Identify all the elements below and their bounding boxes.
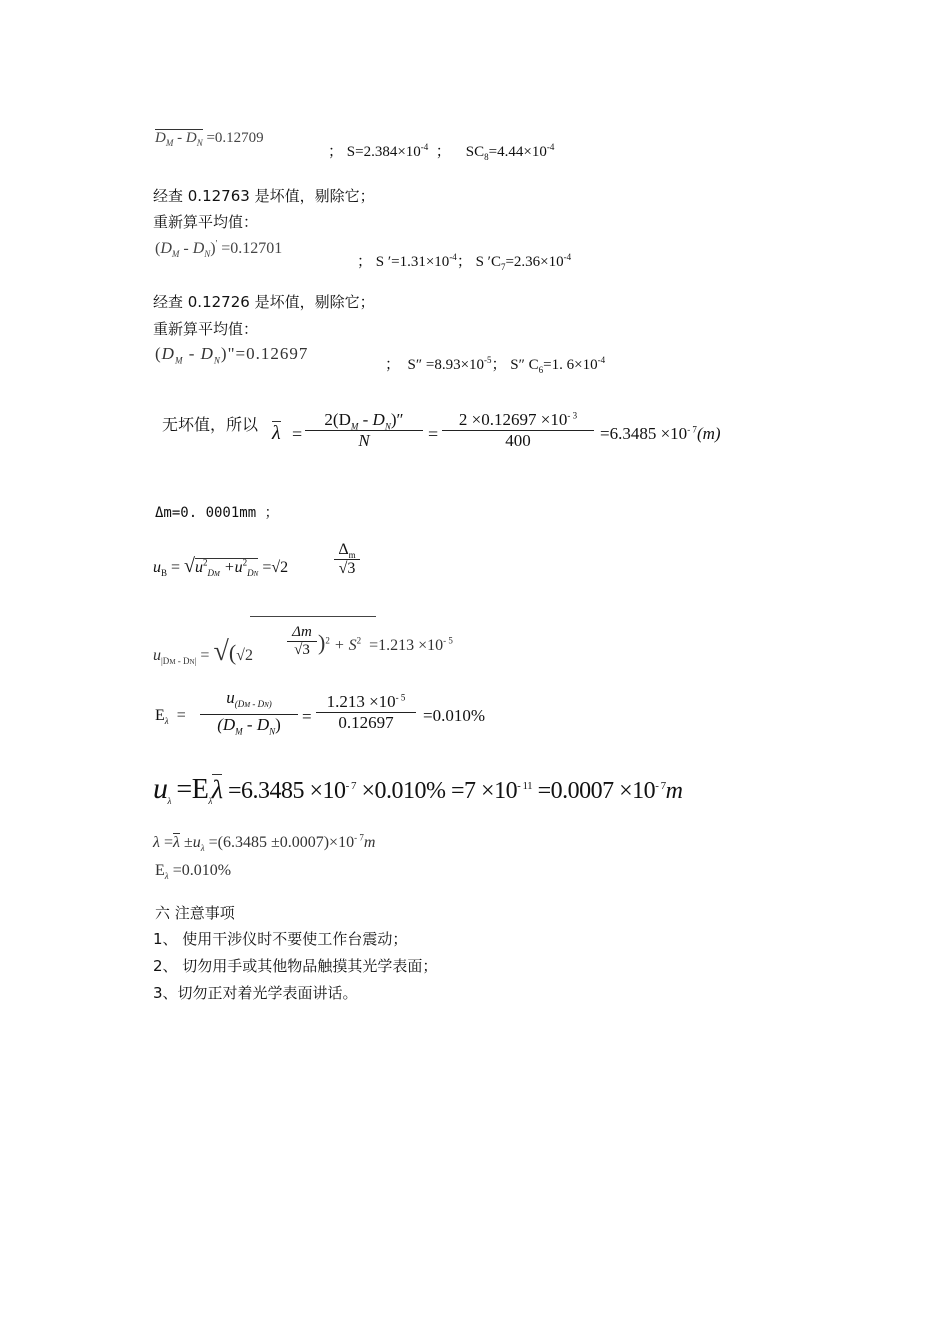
notes-item-1: 1、 使用干涉仪时不要使工作台震动； bbox=[153, 930, 408, 948]
notes-item-3: 3、切勿正对着光学表面讲话。 bbox=[153, 984, 358, 1002]
eq4-eq1: = bbox=[292, 424, 303, 444]
eq1-stats: ； $S=2.384\times 10^{-4}$ ； $SC_8=4.44\times 10^{-4}$ bbox=[328, 142, 555, 162]
eq-e-result: =0.010% bbox=[423, 706, 485, 725]
eq-e-frac2: $1.213 \times 10^{- 5}$ 0.12697 bbox=[316, 692, 416, 733]
eq4-eq2: = bbox=[428, 424, 439, 444]
notes-title: 六 注意事项 bbox=[155, 904, 235, 922]
check2: 经查 0.12726 是坏值，剔除它； bbox=[153, 293, 375, 311]
recalc2: 重新算平均值： bbox=[153, 320, 259, 338]
eq-final: $\lambda =\lambda \pm u_\lambda =(6.3485 \pm 0.0007)\times 10^{- 7}m$ bbox=[153, 832, 376, 854]
eq-e: $E_\lambda$ = bbox=[155, 707, 186, 727]
eq-e-eq2: = bbox=[302, 707, 312, 726]
eq-u-tail: )$^2 + S^2 =1.213 \times 10^{- 5}$ bbox=[318, 630, 453, 655]
recalc1: 重新算平均值： bbox=[153, 213, 259, 231]
eq1 bbox=[155, 130, 264, 147]
eq2: $(D_M - D_N)' =0.12701$ bbox=[155, 238, 283, 260]
eq1-rhs: =0.12709 bbox=[206, 130, 264, 146]
check1: 经查 0.12763 是坏值，剔除它； bbox=[153, 187, 375, 205]
eq4-frac1: $2(D_M - D_N)''$ N bbox=[305, 410, 423, 451]
eq-e-frac1: $u_{(DM - DN)}$ $(D_M - D_N)$ bbox=[200, 688, 298, 735]
eq1-lhs: $D_M - D_N$ bbox=[155, 130, 203, 148]
eq-u-rootbar bbox=[250, 616, 376, 617]
eq4-frac2: $2 \times 0.12697 \times 10^{- 3}$ 400 bbox=[442, 410, 594, 451]
eq-u-frac: Δm √3 bbox=[287, 624, 317, 659]
eq-ul: $u_\lambda =E_\lambda\lambda =6.3485 \times 10^{- 7} \times 0.010\% =7 \times 10^{- 11} =0.0007 \times 10^{- 7}m$ bbox=[153, 772, 683, 806]
eq4-result: $=6.3485 \times 10^{- 7}(m)$ bbox=[600, 424, 721, 443]
eq4-prefix: 无坏值，所以 bbox=[162, 415, 259, 434]
notes-item-2: 2、 切勿用手或其他物品触摸其光学表面； bbox=[153, 957, 438, 975]
eq4-lambda: λ bbox=[272, 422, 281, 444]
eq2-stats: ； S $'=1.31\times 10^{-4}$； S $'C_7=2.36\times 10^{-4}$ bbox=[357, 252, 572, 272]
eq3: ($D_M$ - $D_N)"=0.12697$ bbox=[155, 344, 309, 366]
eq3-stats: ； $S'' =8.93\times 10^{-5}$； S″ $C_6=1$. $6\times 10^{-4}$ bbox=[385, 355, 606, 375]
eq-ub: $u_B = √u^2_{DM} +u^2_{DN} =√2$ bbox=[153, 555, 289, 579]
eq-u: $u_{|DM - DN|} = √(√2$ bbox=[153, 636, 253, 667]
eq-ub-frac: $\Delta_m$ √3 bbox=[334, 541, 360, 578]
eq-final-e: $E_\lambda =0.010\%$ bbox=[155, 862, 232, 882]
delta-m: Δm=0. 0001mm ； bbox=[155, 505, 279, 521]
